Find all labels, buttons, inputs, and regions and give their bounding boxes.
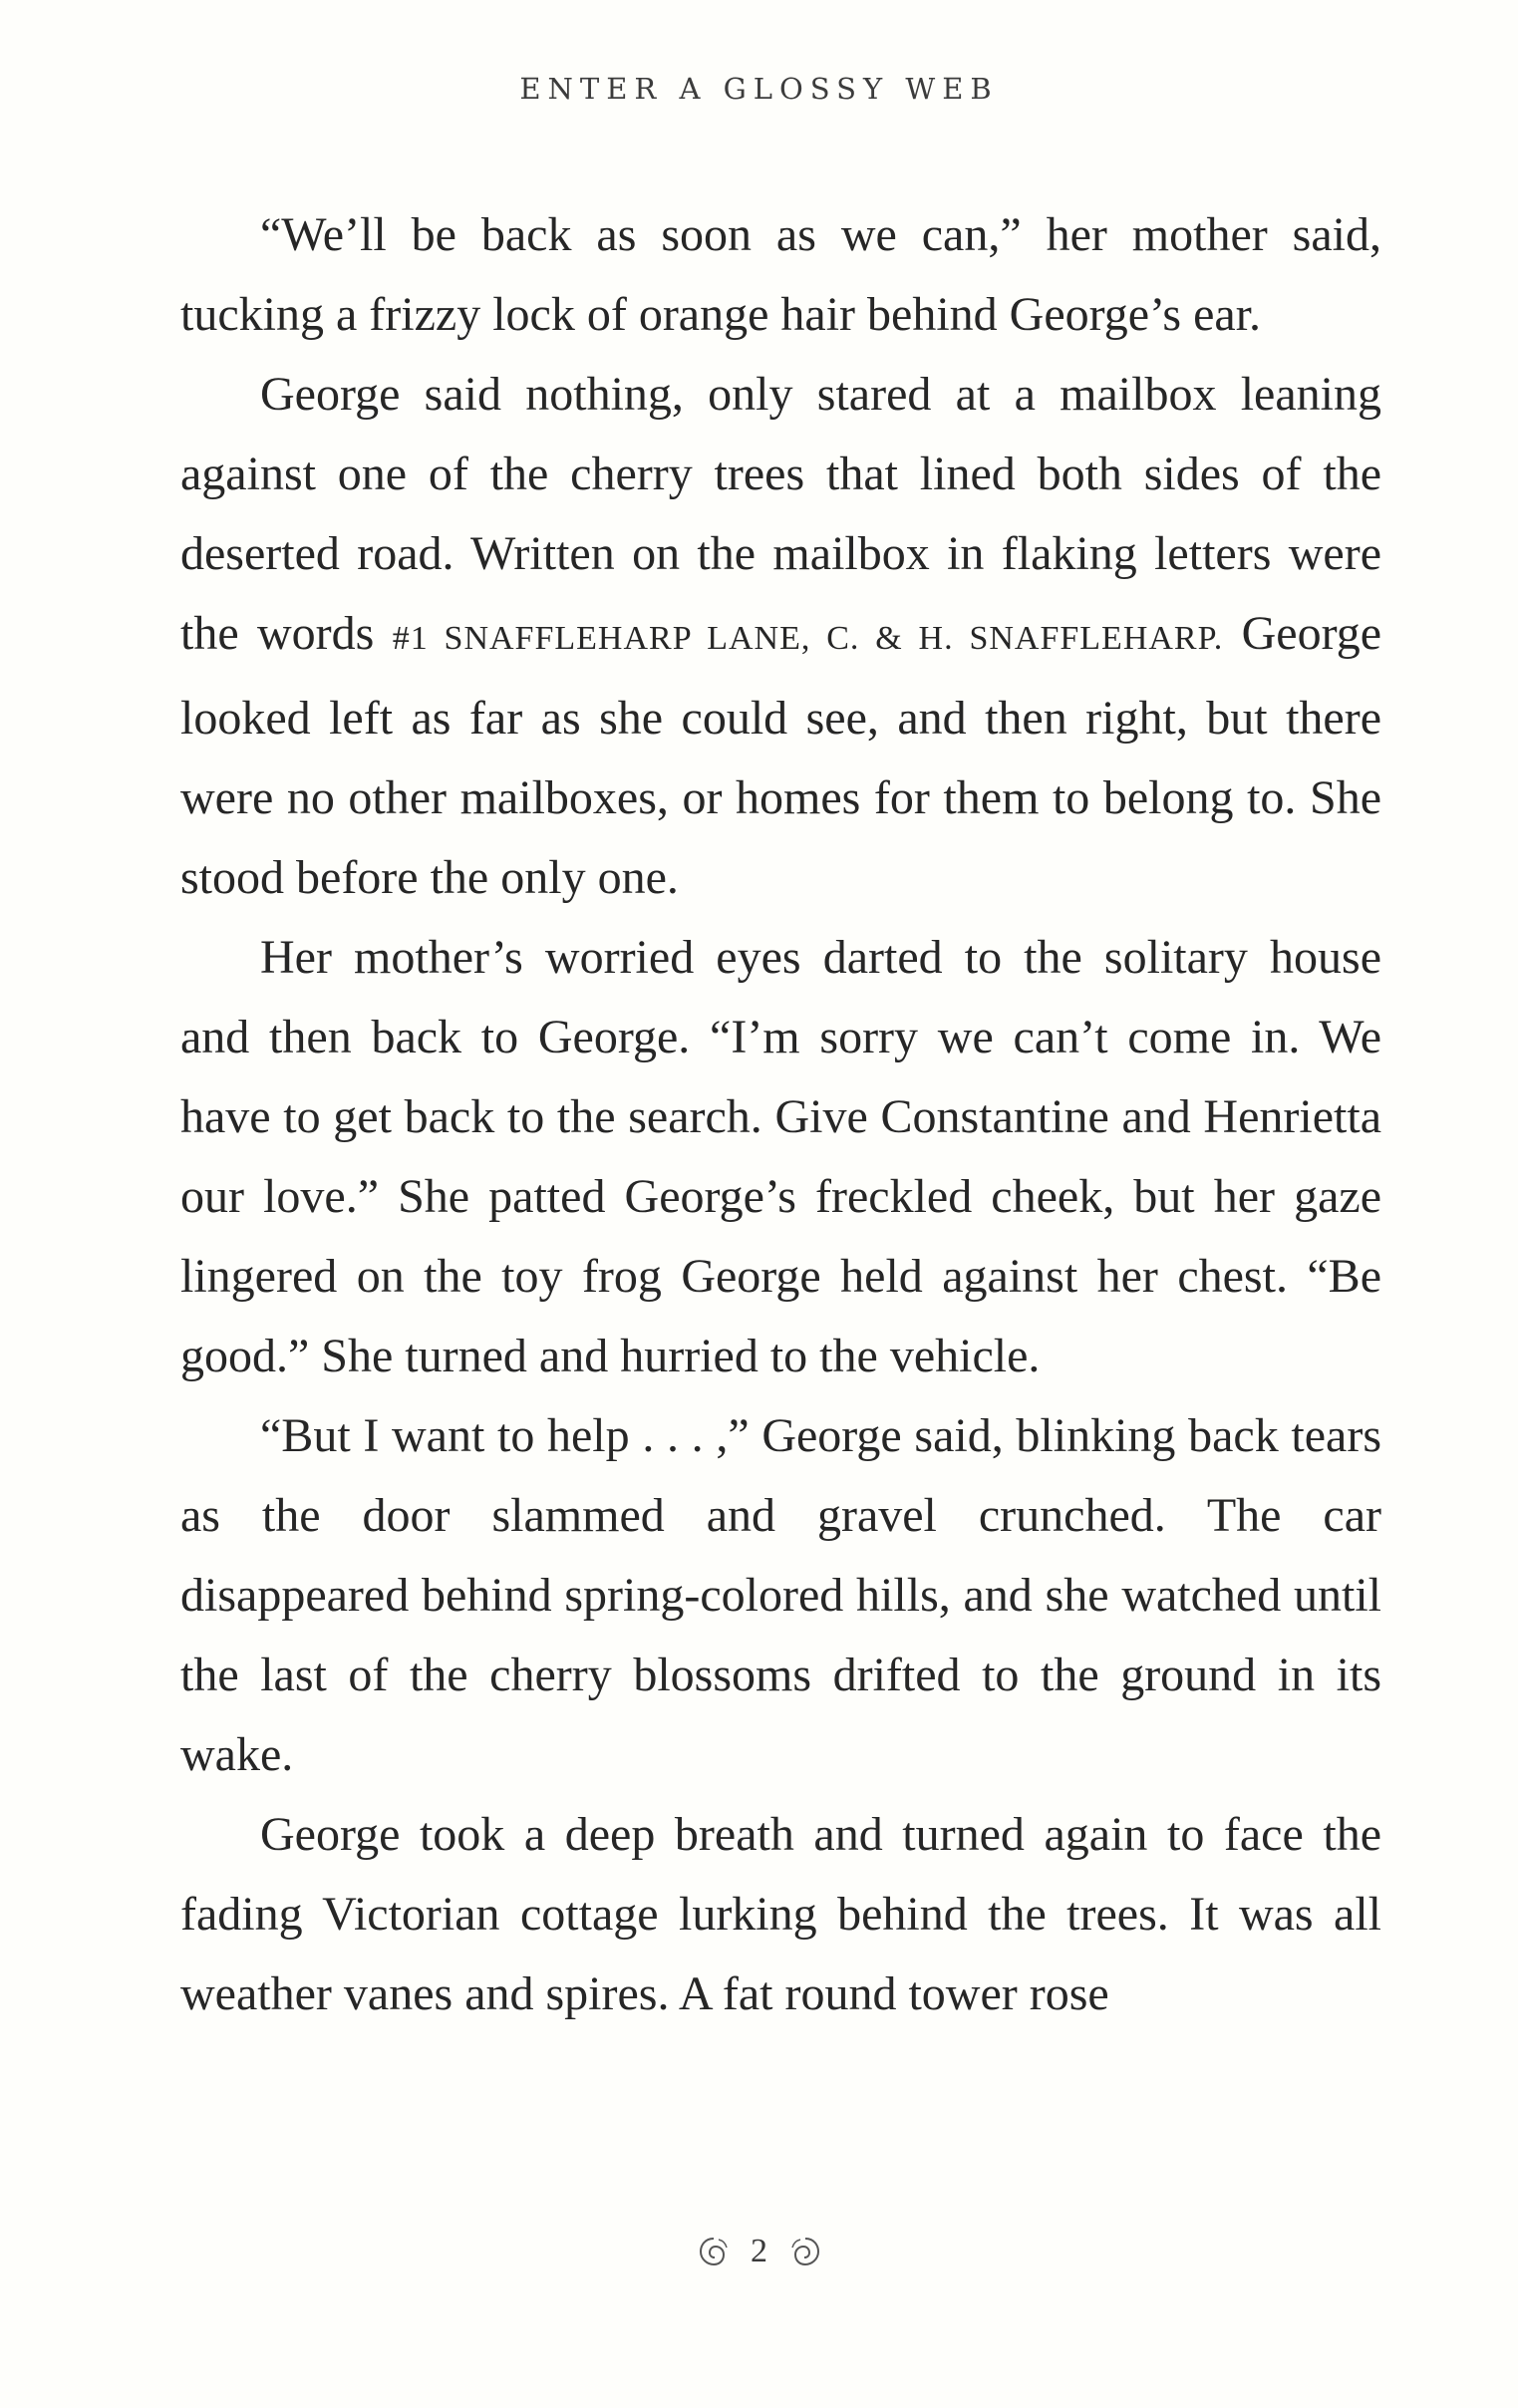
body-text (180, 195, 1381, 2034)
swirl-ornament-icon (788, 2235, 822, 2268)
paragraph: George took a deep breath and turned again to face the fading Victorian cottage lurking behind the trees. It was all weather vanes and spires. A fat round tower rose (180, 1808, 1381, 2020)
page-footer (0, 2231, 1518, 2270)
paragraph: “But I want to help . . . ,” George said, blinking back tears as the door slammed and gravel crunched. The car disappeared behind spring-colored hills, and she watched until the last of the cherry blossoms drifted to the ground in its wake. (180, 1409, 1381, 1781)
mailbox-address: #1 SNAFFLEHARP LANE, C. & H. SNAFFLEHARP. (392, 620, 1224, 657)
swirl-ornament-icon (697, 2235, 731, 2268)
paragraph-text: George looked left as far as she could see, and then right, but there were no other mailboxes, or homes for them to belong to. She stood before the only one. (180, 607, 1381, 904)
running-head: ENTER A GLOSSY WEB (519, 72, 999, 106)
paragraph: “We’ll be back as soon as we can,” her mother said, tucking a frizzy lock of orange hair behind George’s ear. (180, 208, 1381, 341)
paragraph-text: George said nothing, only stared at a mailbox leaning against one of the cherry trees that lined both sides of the deserted road. Written on the mailbox in flaking letters were the words (180, 368, 1381, 660)
paragraph (180, 355, 1381, 918)
paragraph: Her mother’s worried eyes darted to the solitary house and then back to George. “I’m sorry we can’t come in. We have to get back to the search. Give Constantine and Henrietta our love.” She patted George’s freckled cheek, but her gaze lingered on the toy frog George held against her chest. “Be good.” She turned and hurried to the vehicle. (180, 931, 1381, 1382)
page-number: 2 (751, 2233, 767, 2270)
